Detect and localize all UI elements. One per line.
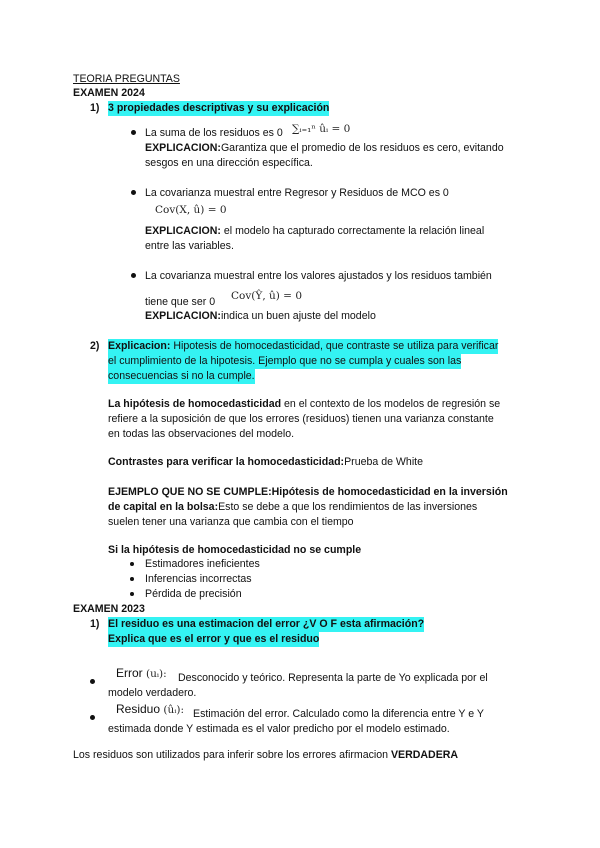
exam-2023-heading: EXAMEN 2023 [73, 603, 145, 615]
property-3-text: La covarianza muestral entre los valores ajustados y los residuos también [145, 270, 492, 282]
document-title: TEORIA PREGUNTAS [73, 73, 180, 85]
bullet-icon [90, 715, 95, 720]
bullet-icon [130, 577, 134, 581]
explanation-text: el modelo ha capturado correctamente la relación lineal [220, 225, 485, 237]
bullet-icon [131, 190, 136, 195]
property-2-math: Cov(X, û) = 0 [155, 204, 227, 216]
example-line-2 [108, 500, 477, 515]
property-2-text: La covarianza muestral entre Regresor y Residuos de MCO es 0 [145, 187, 449, 199]
example-bold: de capital en la bolsa: [108, 501, 219, 513]
property-3-math: Cov(Ŷ, û) = 0 [231, 290, 303, 302]
consequence-item: Pérdida de precisión [145, 588, 242, 600]
property-2-explanation [145, 224, 484, 239]
bullet-icon [131, 273, 136, 278]
question-2-label: Explicacion: [108, 340, 171, 352]
question-2023-line-2: Explica que es el error y que es el residuo [108, 633, 320, 645]
property-1-math: ∑ᵢ₌₁ⁿ ûᵢ = 0 [292, 123, 351, 135]
explanation-label: EXPLICACION: [145, 225, 221, 237]
property-1-text: La suma de los residuos es 0 [145, 127, 283, 139]
question-2023-line-1: El residuo es una estimacion del error ¿V O F esta afirmación? [108, 618, 425, 630]
property-2-explanation-cont: entre las variables. [145, 240, 234, 252]
consequence-item: Inferencias incorrectas [145, 573, 252, 585]
exam-2024-heading: EXAMEN 2024 [73, 87, 145, 99]
question-2-number: 2) [90, 340, 100, 352]
example-text: Esto se debe a que los rendimientos de las inversiones [218, 501, 478, 513]
residual-definition-cont: estimada donde Y estimada es el valor predicho por el modelo estimado. [108, 723, 450, 735]
explanation-label: EXPLICACION: [145, 310, 221, 322]
bullet-icon [90, 679, 95, 684]
bullet-icon [131, 130, 136, 135]
final-statement [73, 748, 458, 763]
error-term [116, 666, 167, 682]
contrast-text: Prueba de White [344, 456, 424, 468]
hypothesis-paragraph-line-2: refiere a la suposición de que los errores (residuos) tienen una varianza constante [108, 413, 494, 425]
question-2-line-2: el cumplimiento de la hipotesis. Ejemplo que no se cumpla y cuales son las [108, 355, 462, 367]
bullet-icon [130, 592, 134, 596]
property-1-explanation-cont: sesgos en una dirección específica. [145, 157, 313, 169]
residual-term [116, 702, 184, 718]
question-2-line-3: consecuencias si no la cumple. [108, 370, 255, 382]
final-bold: VERDADERA [390, 749, 459, 761]
hypothesis-text: en el contexto de los modelos de regresión se [281, 398, 501, 410]
hypothesis-paragraph-line-3: en todas las observaciones del modelo. [108, 428, 295, 440]
error-definition-cont: modelo verdadero. [108, 687, 197, 699]
explanation-label: EXPLICACION: [145, 142, 221, 154]
question-2-line-1 [108, 339, 498, 354]
contrast-bold: Contrastes para verificar la homocedasticidad: [108, 456, 345, 468]
property-1-explanation [145, 141, 504, 156]
final-text: Los residuos son utilizados para inferir sobre los errores afirmacion [73, 749, 391, 761]
residual-label: Residuo [116, 702, 161, 716]
question-2023-number: 1) [90, 618, 100, 630]
property-3-text-cont: tiene que ser 0 [145, 296, 216, 308]
hypothesis-bold: La hipótesis de homocedasticidad [108, 398, 282, 410]
residual-definition: Estimación del error. Calculado como la diferencia entre Y e Y [193, 708, 484, 720]
residual-math: (ûᵢ): [163, 704, 184, 716]
error-label: Error [116, 666, 143, 680]
property-3-explanation [145, 309, 376, 324]
question-1-number: 1) [90, 102, 100, 114]
question-2-text: Hipotesis de homocedasticidad, que contraste se utiliza para verificar [170, 340, 499, 352]
error-definition: Desconocido y teórico. Representa la parte de Yo explicada por el [178, 672, 488, 684]
consequence-item: Estimadores ineficientes [145, 558, 260, 570]
hypothesis-paragraph-line-1 [108, 397, 500, 412]
contrast-line [108, 455, 423, 470]
question-1-title: 3 propiedades descriptivas y su explicación [108, 102, 330, 114]
error-math: (uᵢ): [146, 668, 167, 680]
consequences-heading: Si la hipótesis de homocedasticidad no se cumple [108, 544, 362, 556]
bullet-icon [130, 562, 134, 566]
explanation-text: indica un buen ajuste del modelo [220, 310, 376, 322]
example-line-3: suelen tener una varianza que cambia con el tiempo [108, 516, 354, 528]
explanation-text: Garantiza que el promedio de los residuos es cero, evitando [220, 142, 504, 154]
example-line-1: EJEMPLO QUE NO SE CUMPLE:Hipótesis de homocedasticidad en la inversión [108, 486, 508, 498]
